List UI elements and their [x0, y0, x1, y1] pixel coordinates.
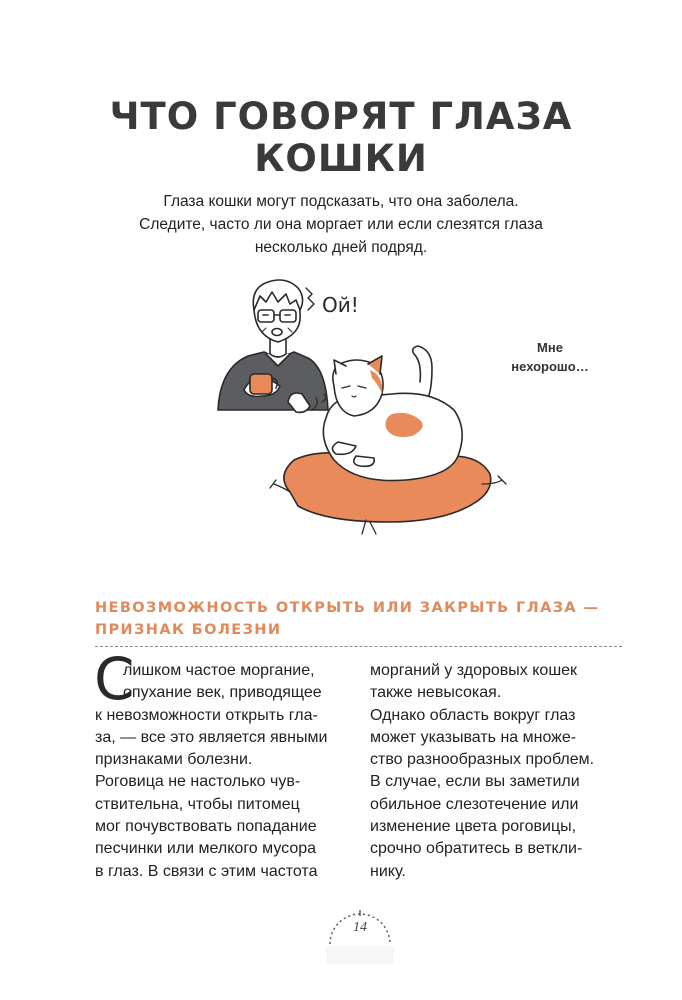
body-line: ствительна, чтобы питомец: [95, 795, 300, 813]
title-line-2: КОШКИ: [254, 137, 428, 180]
body-column-left: [95, 660, 357, 883]
body-line: срочно обратитесь в веткли-: [370, 840, 583, 858]
man-figure: [218, 280, 328, 412]
body-line: обильное слезотечение или: [370, 795, 579, 813]
body-line: за, — все это является явными: [95, 728, 328, 746]
title-line-1: ЧТО ГОВОРЯТ ГЛАЗА: [109, 95, 573, 138]
section-heading-line-1: НЕВОЗМОЖНОСТЬ ОТКРЫТЬ ИЛИ ЗАКРЫТЬ ГЛАЗА —: [95, 600, 600, 616]
section-heading: [95, 597, 625, 641]
page-number: 14: [353, 920, 367, 935]
body-line: песчинки или мелкого мусора: [95, 840, 317, 858]
speech-bubble-text: [492, 338, 608, 376]
intro-line-2: Следите, часто ли она моргает или если слезятся глаза: [139, 216, 543, 233]
body-line: признаками болезни.: [95, 751, 253, 769]
body-line: В случае, если вы заметили: [370, 773, 580, 791]
body-line: ство разнообразных проблем.: [370, 751, 595, 769]
body-column-right: [370, 660, 632, 883]
body-line: мог почувствовать попадание: [95, 818, 317, 836]
intro-line-3: несколько дней подряд.: [254, 239, 428, 256]
intro-line-1: Глаза кошки могут подсказать, что она заболела.: [163, 193, 519, 210]
body-line: может указывать на множе-: [370, 728, 577, 746]
exclamation-text: Ой!: [322, 293, 359, 317]
section-heading-line-2: ПРИЗНАК БОЛЕЗНИ: [95, 622, 282, 638]
illustration-man-and-cat: [206, 270, 512, 546]
body-line: также невысокая.: [370, 684, 502, 702]
body-line: морганий у здоровых кошек: [370, 662, 578, 679]
body-line: лишком частое моргание,: [123, 662, 315, 679]
intro-paragraph: [120, 190, 562, 259]
body-line: в глаз. В связи с этим частота: [95, 862, 318, 880]
drop-cap: С: [94, 645, 135, 713]
body-line: изменение цвета роговицы,: [370, 818, 577, 836]
dashed-divider: [95, 646, 622, 647]
body-line: к невозможности открыть гла-: [95, 706, 318, 724]
bubble-line-1: Мне: [537, 340, 563, 355]
body-line: Однако область вокруг глаз: [370, 706, 576, 724]
body-line: Роговица не настолько чув-: [95, 773, 301, 791]
page-title: [0, 96, 682, 180]
bubble-line-2: нехорошо…: [511, 359, 589, 374]
body-line: опухание век, приводящее: [123, 684, 322, 702]
body-line: нику.: [370, 862, 406, 880]
